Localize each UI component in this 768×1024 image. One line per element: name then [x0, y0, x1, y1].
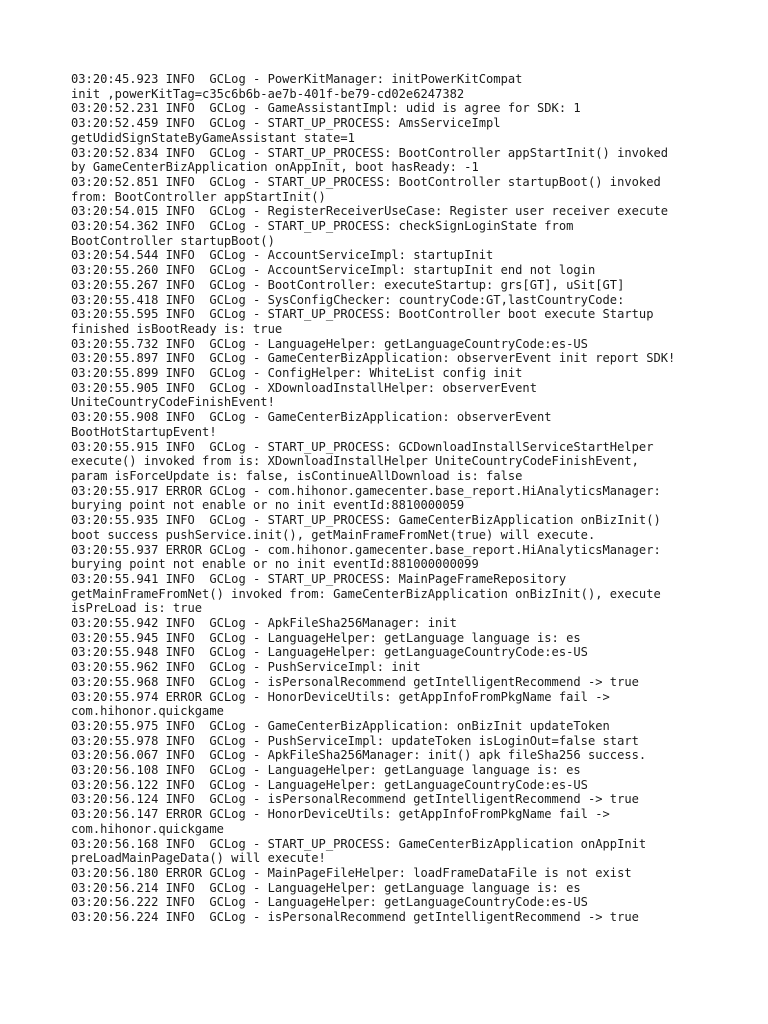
log-line: com.hihonor.quickgame: [71, 704, 224, 719]
log-line: 03:20:55.942 INFO GCLog - ApkFileSha256Manager: init: [71, 616, 457, 631]
log-line: 03:20:54.544 INFO GCLog - AccountServiceImpl: startupInit: [71, 248, 494, 263]
log-line: 03:20:52.231 INFO GCLog - GameAssistantImpl: udid is agree for SDK: 1: [71, 101, 581, 116]
log-line: 03:20:56.147 ERROR GCLog - HonorDeviceUtils: getAppInfoFromPkgName fail ->: [71, 807, 610, 822]
log-line: boot success pushService.init(), getMainFrameFromNet(true) will execute.: [71, 527, 596, 542]
log-line: 03:20:56.180 ERROR GCLog - MainPageFileHelper: loadFrameDataFile is not exist: [71, 865, 632, 880]
log-line: 03:20:55.968 INFO GCLog - isPersonalRecommend getIntelligentRecommend -> true: [71, 674, 639, 689]
log-line: getMainFrameFromNet() invoked from: GameCenterBizApplication onBizInit(), execute: [71, 586, 661, 601]
log-line: from: BootController appStartInit(): [71, 189, 326, 204]
log-line: 03:20:55.945 INFO GCLog - LanguageHelper: getLanguage language is: es: [71, 630, 581, 645]
log-line: 03:20:55.905 INFO GCLog - XDownloadInstallHelper: observerEvent: [71, 380, 537, 395]
log-line: 03:20:55.267 INFO GCLog - BootController: executeStartup: grs[GT], uSit[GT]: [71, 277, 625, 292]
log-line: 03:20:55.941 INFO GCLog - START_UP_PROCESS: MainPageFrameRepository: [71, 571, 567, 586]
log-line: 03:20:52.851 INFO GCLog - START_UP_PROCESS: BootController startupBoot() invoked: [71, 174, 661, 189]
log-line: 03:20:55.917 ERROR GCLog - com.hihonor.gamecenter.base_report.HiAnalyticsManager:: [71, 483, 661, 498]
log-line: param isForceUpdate is: false, isContinueAllDownload is: false: [71, 468, 523, 483]
log-line: 03:20:55.418 INFO GCLog - SysConfigChecker: countryCode:GT,lastCountryCode:: [71, 292, 625, 307]
log-line: 03:20:55.595 INFO GCLog - START_UP_PROCESS: BootController boot execute Startup: [71, 307, 654, 322]
log-line: UniteCountryCodeFinishEvent!: [71, 395, 275, 410]
log-line: isPreLoad is: true: [71, 601, 203, 616]
log-line: 03:20:56.224 INFO GCLog - isPersonalRecommend getIntelligentRecommend -> true: [71, 910, 639, 925]
log-line: 03:20:56.222 INFO GCLog - LanguageHelper: getLanguageCountryCode:es-US: [71, 895, 588, 910]
log-line: burying point not enable or no init eventId:881000000099: [71, 557, 479, 572]
log-line: 03:20:55.899 INFO GCLog - ConfigHelper: WhiteList config init: [71, 366, 523, 381]
log-line: 03:20:52.459 INFO GCLog - START_UP_PROCESS: AmsServiceImpl: [71, 116, 501, 131]
log-line: BootController startupBoot(): [71, 233, 275, 248]
log-line: 03:20:56.122 INFO GCLog - LanguageHelper: getLanguageCountryCode:es-US: [71, 777, 588, 792]
log-line: 03:20:55.962 INFO GCLog - PushServiceImpl: init: [71, 660, 421, 675]
log-line: BootHotStartupEvent!: [71, 424, 217, 439]
log-line: 03:20:55.897 INFO GCLog - GameCenterBizApplication: observerEvent init report SDK!: [71, 351, 676, 366]
log-line: 03:20:55.948 INFO GCLog - LanguageHelper: getLanguageCountryCode:es-US: [71, 645, 588, 660]
log-line: 03:20:56.214 INFO GCLog - LanguageHelper: getLanguage language is: es: [71, 880, 581, 895]
log-line: 03:20:56.067 INFO GCLog - ApkFileSha256Manager: init() apk fileSha256 success.: [71, 748, 647, 763]
log-line: 03:20:55.978 INFO GCLog - PushServiceImpl: updateToken isLoginOut=false start: [71, 733, 639, 748]
log-line: preLoadMainPageData() will execute!: [71, 851, 326, 866]
log-line: 03:20:55.915 INFO GCLog - START_UP_PROCESS: GCDownloadInstallServiceStartHelper: [71, 439, 654, 454]
log-line: 03:20:54.362 INFO GCLog - START_UP_PROCESS: checkSignLoginState from: [71, 219, 574, 234]
log-line: burying point not enable or no init eventId:8810000059: [71, 498, 465, 513]
log-line: 03:20:56.124 INFO GCLog - isPersonalRecommend getIntelligentRecommend -> true: [71, 792, 639, 807]
log-line: 03:20:55.260 INFO GCLog - AccountServiceImpl: startupInit end not login: [71, 263, 596, 278]
log-line: 03:20:45.923 INFO GCLog - PowerKitManager: initPowerKitCompat: [71, 72, 523, 86]
log-line: 03:20:52.834 INFO GCLog - START_UP_PROCESS: BootController appStartInit() invoked: [71, 145, 669, 160]
log-line: 03:20:55.935 INFO GCLog - START_UP_PROCESS: GameCenterBizApplication onBizInit(): [71, 513, 661, 528]
log-line: 03:20:55.975 INFO GCLog - GameCenterBizApplication: onBizInit updateToken: [71, 718, 610, 733]
log-line: 03:20:55.908 INFO GCLog - GameCenterBizApplication: observerEvent: [71, 410, 552, 425]
log-line: execute() invoked from is: XDownloadInstallHelper UniteCountryCodeFinishEvent,: [71, 454, 639, 469]
log-line: 03:20:54.015 INFO GCLog - RegisterReceiverUseCase: Register user receiver execute: [71, 204, 669, 219]
log-line: getUdidSignStateByGameAssistant state=1: [71, 130, 355, 145]
log-line: 03:20:56.108 INFO GCLog - LanguageHelper: getLanguage language is: es: [71, 763, 581, 778]
log-line: 03:20:56.168 INFO GCLog - START_UP_PROCESS: GameCenterBizApplication onAppInit: [71, 836, 647, 851]
log-line: 03:20:55.732 INFO GCLog - LanguageHelper: getLanguageCountryCode:es-US: [71, 336, 588, 351]
log-line: by GameCenterBizApplication onAppInit, boot hasReady: -1: [71, 160, 479, 175]
log-document: [71, 72, 731, 925]
log-line: 03:20:55.974 ERROR GCLog - HonorDeviceUtils: getAppInfoFromPkgName fail ->: [71, 689, 610, 704]
log-line: 03:20:55.937 ERROR GCLog - com.hihonor.gamecenter.base_report.HiAnalyticsManager:: [71, 542, 661, 557]
log-line: finished isBootReady is: true: [71, 321, 283, 336]
log-line: com.hihonor.quickgame: [71, 821, 224, 836]
log-line: init ,powerKitTag=c35c6b6b-ae7b-401f-be79-cd02e6247382: [71, 86, 465, 101]
